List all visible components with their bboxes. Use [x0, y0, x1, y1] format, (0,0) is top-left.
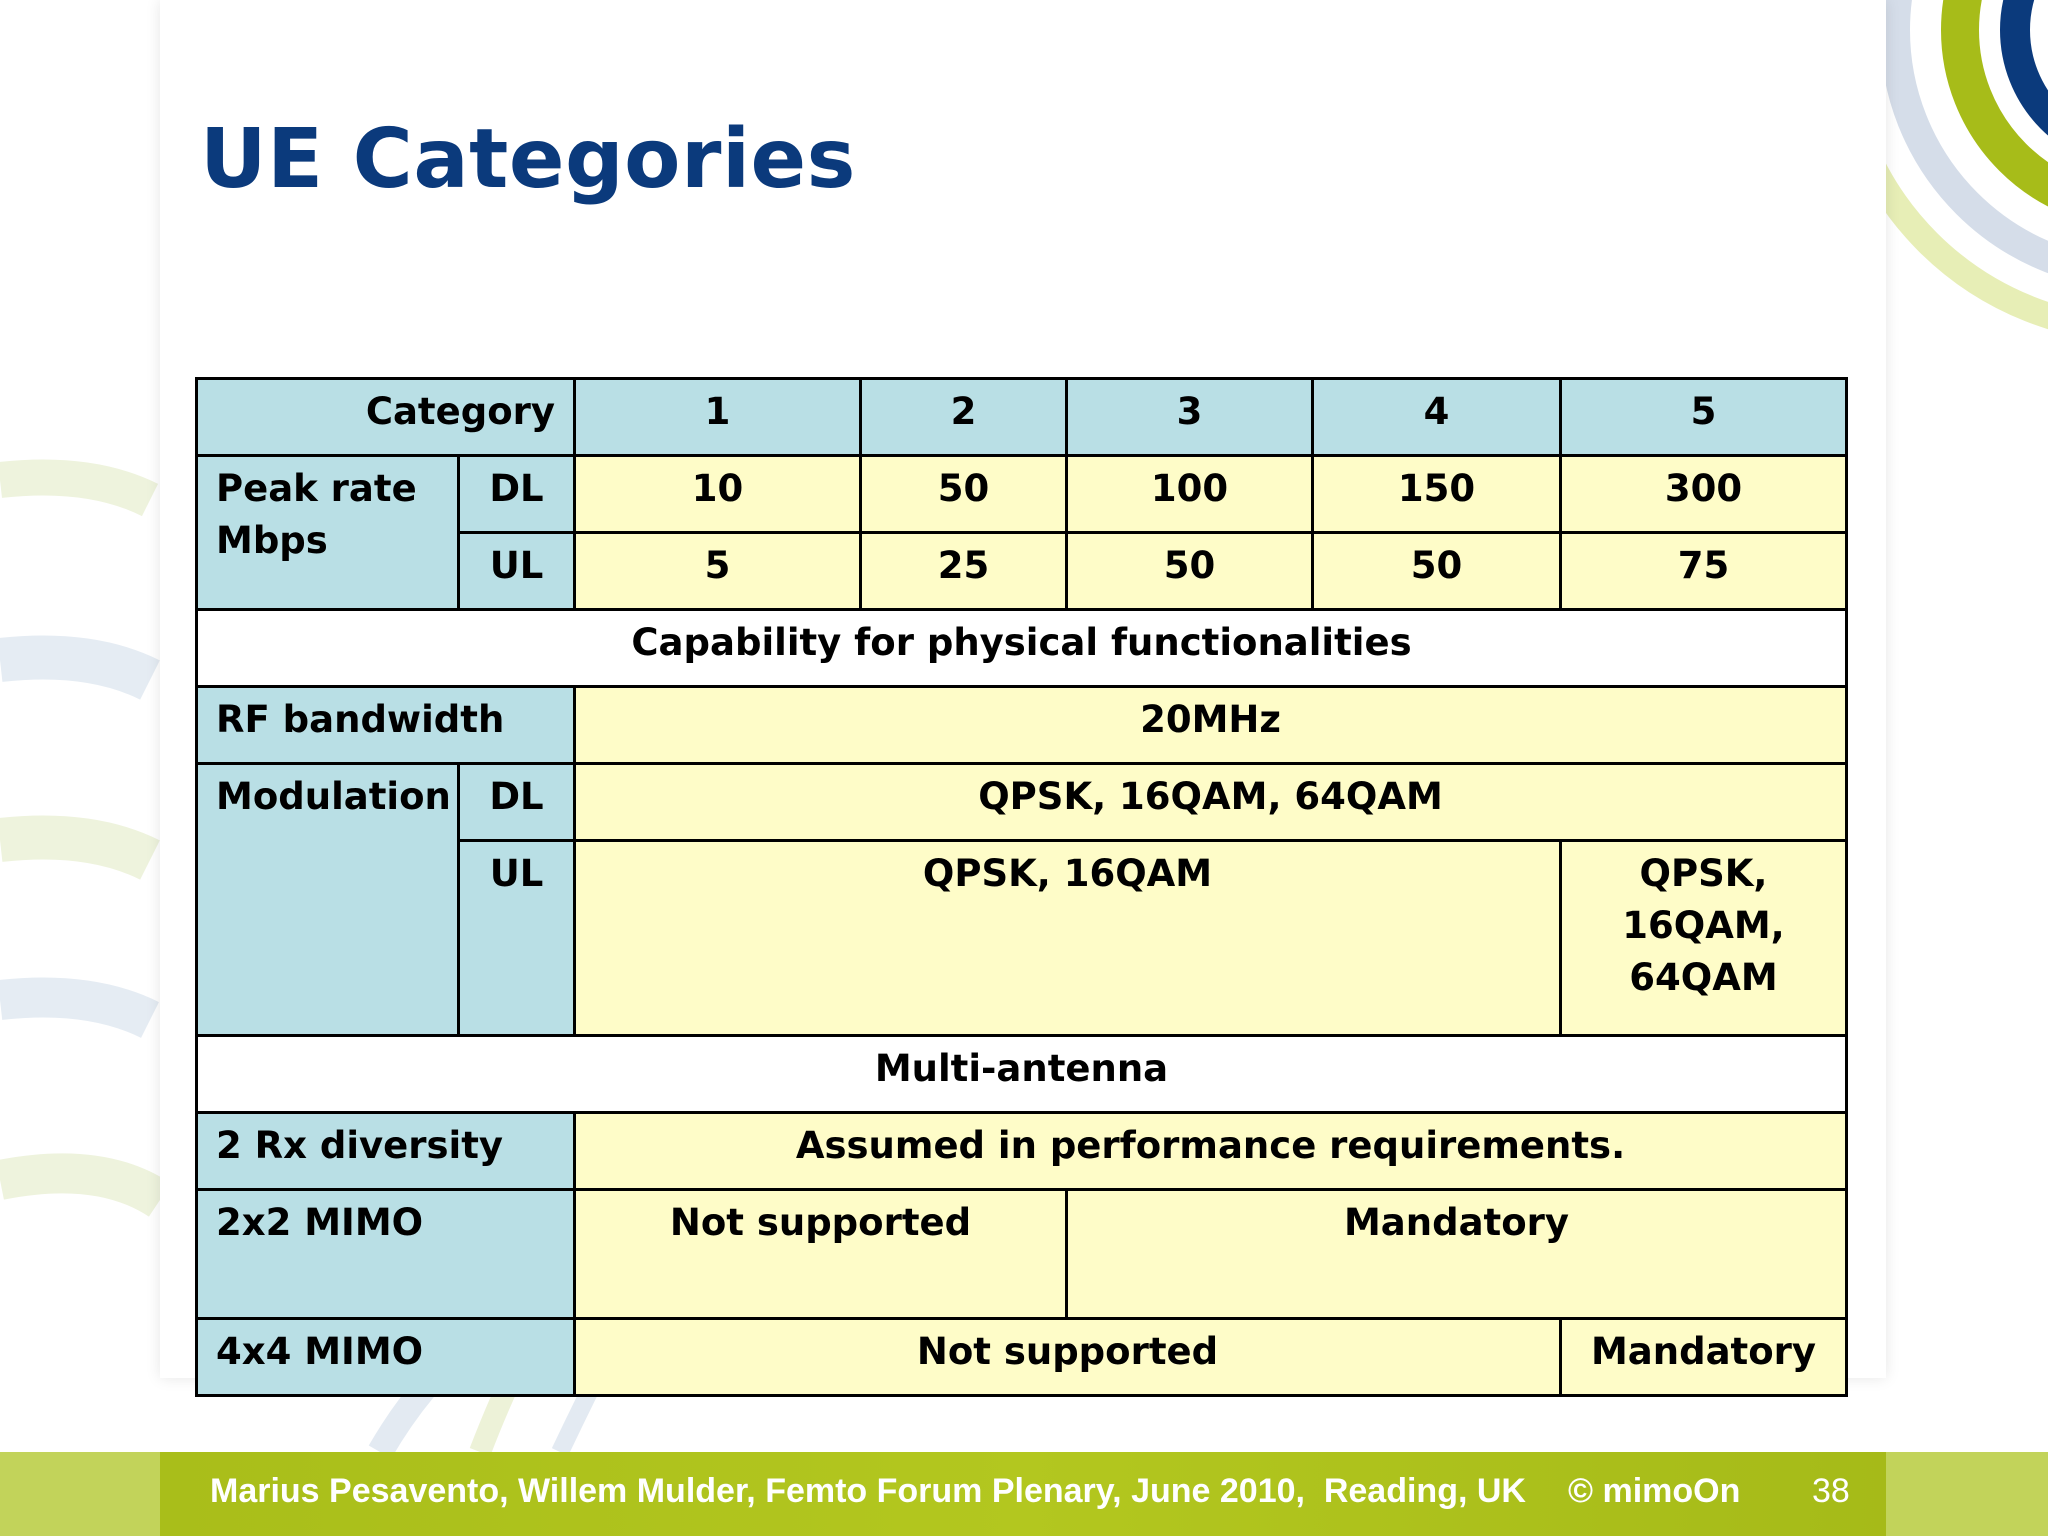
- section-physical-header: Capability for physical functionalities: [197, 610, 1847, 687]
- rf-bandwidth-value: 20MHz: [575, 687, 1847, 764]
- modulation-ul-label: UL: [459, 841, 575, 1036]
- peak-dl-cat1: 10: [575, 456, 861, 533]
- modulation-ul-cat1-4: QPSK, 16QAM: [575, 841, 1561, 1036]
- peak-dl-cat3: 100: [1067, 456, 1313, 533]
- category-5: 5: [1561, 379, 1847, 456]
- peak-dl-row: [197, 456, 1847, 533]
- category-1: 1: [575, 379, 861, 456]
- peak-ul-label: UL: [459, 533, 575, 610]
- category-2: 2: [861, 379, 1067, 456]
- footer-bar: [0, 1452, 2048, 1536]
- peak-ul-cat2: 25: [861, 533, 1067, 610]
- mimo2-cat2-5: Mandatory: [1067, 1190, 1847, 1319]
- modulation-dl-row: [197, 764, 1847, 841]
- mimo2-row: [197, 1190, 1847, 1319]
- peak-ul-cat4: 50: [1313, 533, 1561, 610]
- rf-bandwidth-label: RF bandwidth: [197, 687, 575, 764]
- rf-bandwidth-row: [197, 687, 1847, 764]
- rx-diversity-value: Assumed in performance requirements.: [575, 1113, 1847, 1190]
- page-number: 38: [1812, 1472, 1850, 1510]
- section-physical-row: [197, 610, 1847, 687]
- modulation-label: Modulation: [197, 764, 459, 1036]
- category-header: Category: [197, 379, 575, 456]
- footer-edge-left: [0, 1452, 160, 1536]
- category-3: 3: [1067, 379, 1313, 456]
- mimo2-cat1: Not supported: [575, 1190, 1067, 1319]
- modulation-ul-cat5: QPSK, 16QAM, 64QAM: [1561, 841, 1847, 1036]
- peak-dl-cat5: 300: [1561, 456, 1847, 533]
- slide-title: UE Categories: [200, 112, 856, 207]
- rx-diversity-label: 2 Rx diversity: [197, 1113, 575, 1190]
- footer-copyright: © mimoOn: [1568, 1472, 1741, 1510]
- peak-dl-cat4: 150: [1313, 456, 1561, 533]
- footer-edge-right: [1886, 1452, 2048, 1536]
- section-multi-antenna-header: Multi-antenna: [197, 1036, 1847, 1113]
- peak-ul-cat5: 75: [1561, 533, 1847, 610]
- ue-categories-table: [195, 377, 1848, 1397]
- peak-ul-cat1: 5: [575, 533, 861, 610]
- peak-dl-label: DL: [459, 456, 575, 533]
- mimo2-label: 2x2 MIMO: [197, 1190, 575, 1319]
- modulation-dl-value: QPSK, 16QAM, 64QAM: [575, 764, 1847, 841]
- mimo4-cat1-4: Not supported: [575, 1319, 1561, 1396]
- mimo4-row: [197, 1319, 1847, 1396]
- peak-dl-cat2: 50: [861, 456, 1067, 533]
- peak-ul-cat3: 50: [1067, 533, 1313, 610]
- modulation-dl-label: DL: [459, 764, 575, 841]
- footer-text: Marius Pesavento, Willem Mulder, Femto Forum Plenary, June 2010, Reading, UK: [210, 1472, 1526, 1510]
- category-row: [197, 379, 1847, 456]
- mimo4-cat5: Mandatory: [1561, 1319, 1847, 1396]
- rx-diversity-row: [197, 1113, 1847, 1190]
- mimo4-label: 4x4 MIMO: [197, 1319, 575, 1396]
- peak-rate-label: Peak rate Mbps: [197, 456, 459, 610]
- section-multi-antenna-row: [197, 1036, 1847, 1113]
- category-4: 4: [1313, 379, 1561, 456]
